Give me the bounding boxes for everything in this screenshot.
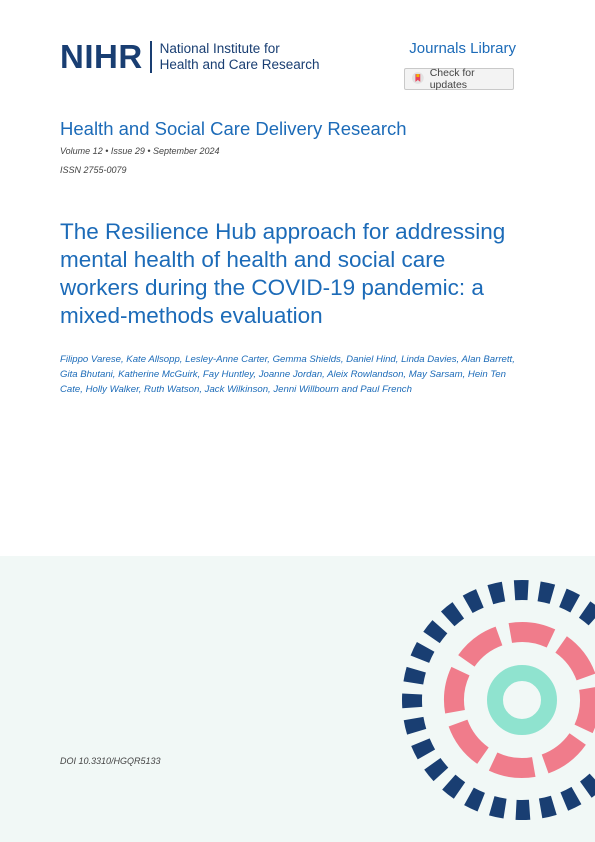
- logo-divider: [150, 41, 152, 73]
- bookmark-icon: [411, 71, 425, 87]
- logo-line-2: Health and Care Research: [159, 56, 320, 72]
- issn: ISSN 2755-0079: [60, 165, 127, 175]
- check-for-updates-button[interactable]: [404, 68, 514, 90]
- doi: DOI 10.3310/HGQR5133: [60, 756, 161, 766]
- decorative-ring-motif: [400, 578, 595, 842]
- author-list: Filippo Varese, Kate Allsopp, Lesley-Anne Carter, Gemma Shields, Daniel Hind, Linda Davies, Alan Barrett, Gita Bhutani, Katherine McGuirk, Fay Huntley, Joanne Jordan, Aleix Rowlandson, May Sarsam, Hein Ten Cate, Holly Walker, Ruth Watson, Jack Wilkinson, Jenni Willbourn and Paul French: [60, 354, 515, 395]
- logo-mark: NIHR: [60, 38, 143, 75]
- inner-mint-ring: [495, 673, 549, 727]
- middle-segment-ring: [443, 621, 595, 779]
- logo-line-1: National Institute for: [159, 40, 280, 56]
- nihr-logo: [60, 40, 320, 73]
- journal-title: Health and Social Care Delivery Research: [60, 118, 407, 139]
- logo-text: [160, 41, 320, 73]
- pink-segment-circle: [443, 621, 595, 779]
- issue-info: Volume 12 • Issue 29 • September 2024: [60, 146, 220, 156]
- journals-library-label: Journals Library: [409, 40, 516, 57]
- article-title: The Resilience Hub approach for addressing mental health of health and social care workers during the COVID-19 pandemic: a mixed-methods evaluation: [60, 219, 506, 328]
- check-for-updates-label: Check for updates: [429, 67, 475, 91]
